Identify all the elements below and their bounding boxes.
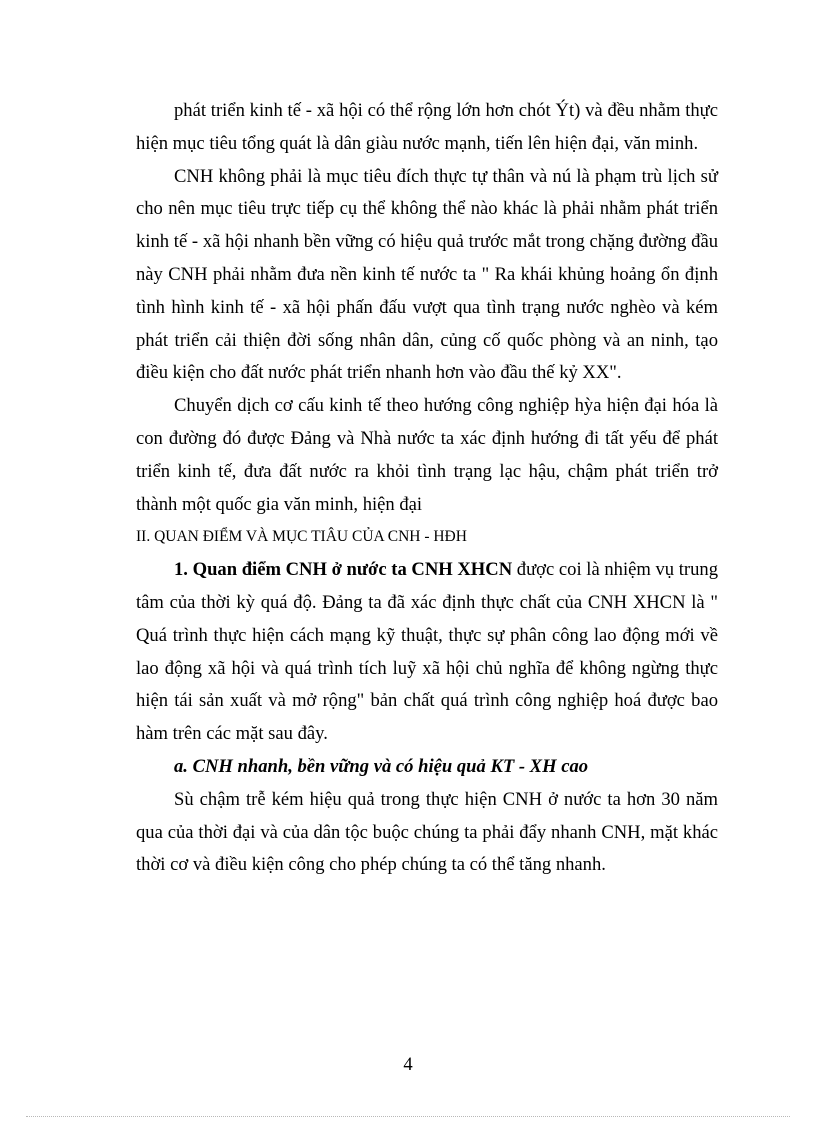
paragraph-a: Sù chậm trễ kém hiệu quả trong thực hiện CNH ở nước ta hơn 30 năm qua của thời đại và của dân tộc buộc chúng ta phải đẩy nhanh CNH, mặt khác thời cơ và điều kiện công cho phép chúng ta có thể tăng nhanh. xyxy=(136,788,718,876)
point-1-text: được coi là nhiệm vụ trung tâm của thời kỳ quá độ. Đảng ta đã xác định thực chất của CNH XHCN là " Quá trình thực hiện cách mạng kỹ thuật, thực sự phân công lao động mới về lao động xã hội và quá trình tích luỹ xã hội chủ nghĩa để không ngừng thực hiện tái sản xuất và mở rộng" bản chất quá trình công nghiệp hoá được bao hàm trên các mặt sau đây. xyxy=(136,559,718,745)
page-bottom-divider xyxy=(26,1116,790,1117)
paragraph-cnh-objective: CNH không phải là mục tiêu đích thực tự thân và nú là phạm trù lịch sử cho nên mục tiêu trực tiếp cụ thể không thể nào khác là phải nhằm phát triển kinh tế - xã hội nhanh bền vững có hiệu quả trước mắt trong chặng đường đầu này CNH phải nhằm đưa nền kinh tế nước ta " Ra khái khủng hoảng ổn định tình hình kinh tế - xã hội phấn đấu vượt qua tình trạng nước nghèo và kém phát triển cải thiện đời sống nhân dân, củng cố quốc phòng và an ninh, tạo điều kiện cho đất nước phát triển nhanh hơn vào đầu thế kỷ XX". xyxy=(136,165,718,384)
point-1-title: 1. Quan điểm CNH ở nước ta CNH XHCN xyxy=(174,559,513,581)
subheading-a: a. CNH nhanh, bền vững và có hiệu quả KT - XH cao xyxy=(174,755,589,777)
section-heading: II. QUAN ĐIỂM VÀ MỤC TIÂU CỦA CNH - HĐH xyxy=(136,528,467,546)
page-number: 4 xyxy=(403,1054,413,1075)
paragraph-structural-shift: Chuyển dịch cơ cấu kinh tế theo hướng công nghiệp hỳa hiện đại hóa là con đường đó được Đảng và Nhà nước ta xác định hướng đi tất yếu để phát triển kinh tế, đưa đất nước ra khỏi tình trạng lạc hậu, chậm phát triển trở thành một quốc gia văn minh, hiện đại xyxy=(136,395,718,515)
document-body xyxy=(136,95,718,882)
paragraph-point-1 xyxy=(136,554,718,751)
paragraph-continuation: phát triển kinh tế - xã hội có thể rộng lớn hơn chót Ýt) và đều nhằm thực hiện mục tiêu tổng quát là dân giàu nước mạnh, tiến lên hiện đại, văn minh. xyxy=(136,100,718,154)
